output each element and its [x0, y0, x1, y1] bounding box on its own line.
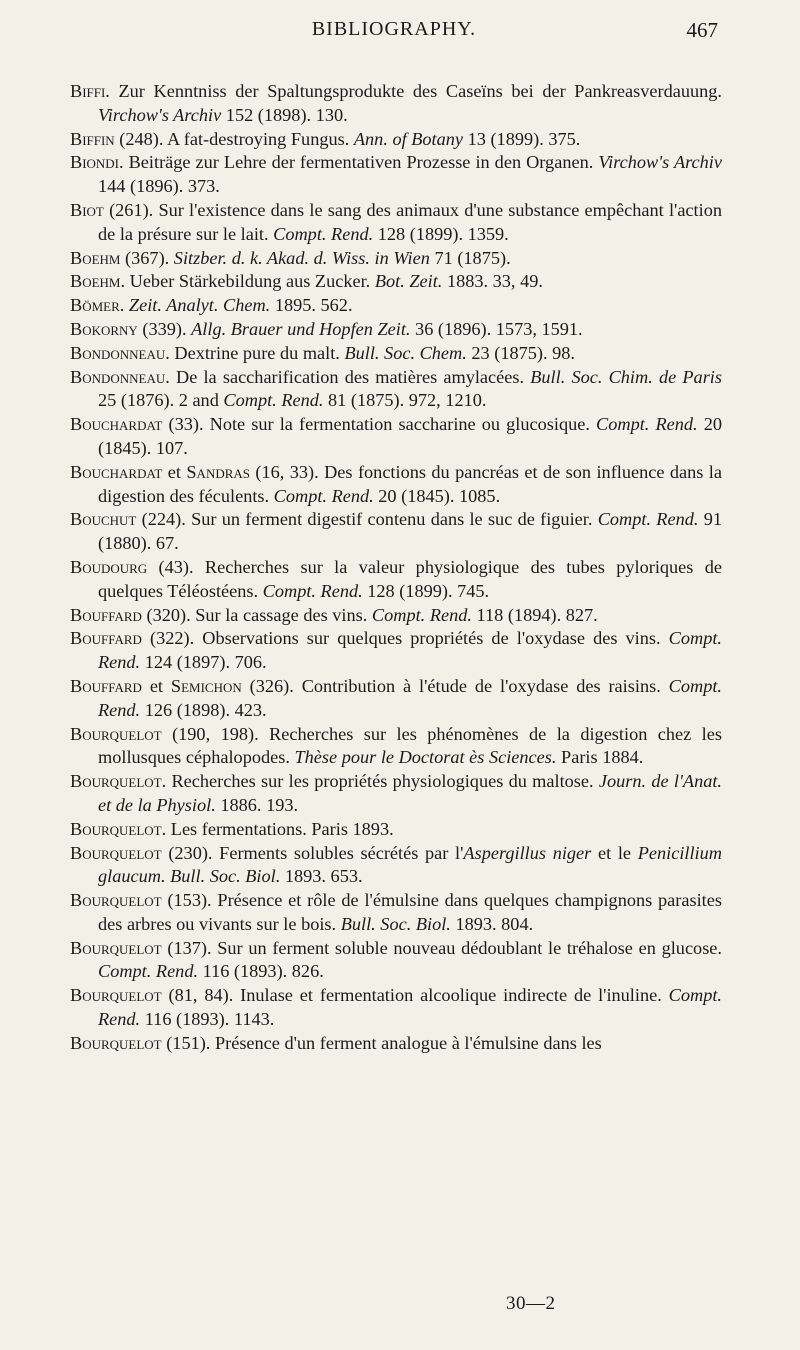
- italic-text: Compt. Rend.: [98, 961, 199, 982]
- entry-text: 1895. 562.: [270, 295, 353, 316]
- bibliography-entry: [70, 151, 722, 199]
- entry-text: 116 (1893). 826.: [198, 961, 324, 982]
- author-name: Bourquelot: [70, 985, 162, 1006]
- author-name: Bourquelot.: [70, 771, 167, 792]
- entry-text: 124 (1897). 706.: [140, 652, 267, 673]
- entry-text: (190, 198). Recherches sur les phénomènes de la digestion chez les mollusques céphalopodes.: [98, 723, 722, 768]
- entry-text: 128 (1899). 1359.: [373, 223, 509, 244]
- italic-text: Virchow's Archiv: [98, 104, 222, 125]
- author-name: Bokorny: [70, 318, 138, 339]
- entry-text: 152 (1898). 130.: [221, 104, 348, 125]
- author-name: Boudourg: [70, 556, 148, 577]
- author-name: Bourquelot.: [70, 818, 167, 839]
- entry-text: (224). Sur un ferment digestif contenu dans le suc de figuier.: [136, 509, 598, 530]
- author-name: Bouchardat: [70, 414, 163, 435]
- italic-text: Virchow's Archiv: [598, 152, 722, 173]
- entry-text: (230). Ferments solubles sécrétés par l': [161, 842, 464, 863]
- author-name: Bouffard: [70, 604, 142, 625]
- bibliography-entry: [70, 508, 722, 556]
- italic-text: Bull. Soc. Chem.: [344, 342, 467, 363]
- author-name: Boehm.: [70, 271, 126, 292]
- italic-text: Sitzber. d. k. Akad. d. Wiss. in Wien: [173, 247, 430, 268]
- author-name: Bondonneau.: [70, 342, 170, 363]
- entry-text: Les fermentations. Paris 1893.: [166, 818, 394, 839]
- author-name: Bourquelot: [70, 842, 162, 863]
- entry-text: 1886. 193.: [215, 794, 299, 815]
- entry-text: 128 (1899). 745.: [362, 580, 490, 601]
- entry-text: 118 (1894). 827.: [471, 604, 598, 625]
- italic-text: Zeit. Analyt. Chem.: [128, 295, 271, 316]
- entry-text: (248). A fat-destroying Fungus.: [114, 128, 354, 149]
- entry-text: (261). Sur l'existence dans le sang des animaux d'une substance empêchant l'action de la présure sur le lait.: [98, 199, 722, 244]
- bibliography-entry: [70, 413, 722, 461]
- entry-text: 20 (1845). 1085.: [373, 485, 501, 506]
- bibliography-entry: [70, 675, 722, 723]
- bibliography-entry: [70, 770, 722, 818]
- bibliography-entry: [70, 627, 722, 675]
- entry-text: 126 (1898). 423.: [140, 699, 267, 720]
- entry-text: (153). Présence et rôle de l'émulsine dans quelques champignons parasites des arbres ou vivants sur le bois.: [98, 890, 722, 934]
- signature-mark: 30—2: [506, 1293, 556, 1314]
- bibliography-entry: [70, 723, 722, 771]
- entry-text: Beiträge zur Lehre der fermentativen Prozesse in den Organen.: [123, 152, 599, 173]
- page-header: [70, 18, 718, 48]
- italic-text: Compt. Rend.: [98, 675, 722, 720]
- author-name: Bouchut: [70, 509, 137, 530]
- italic-text: Compt. Rend.: [597, 509, 699, 530]
- author-name: Bourquelot: [70, 723, 162, 744]
- bibliography-entry: [70, 342, 722, 366]
- bibliography-entry: [70, 318, 722, 342]
- entry-text: Ueber Stärkebildung aus Zucker.: [125, 271, 375, 292]
- author-name: Biondi.: [70, 152, 124, 173]
- entry-text: et: [141, 675, 171, 696]
- entry-text: Paris 1884.: [556, 747, 644, 768]
- author-name: Bouchardat: [70, 461, 163, 482]
- bibliography-entry: [70, 128, 722, 152]
- author-name: Bouffard: [70, 628, 142, 649]
- bibliography-entry: [70, 818, 722, 842]
- entry-text: 81 (1875). 972, 1210.: [323, 390, 487, 411]
- italic-text: Ann. of Botany: [353, 128, 464, 149]
- entry-text: (322). Observations sur quelques propriétés de l'oxydase des vins.: [141, 628, 669, 649]
- entry-text: 1893. 653.: [280, 866, 363, 887]
- bibliography-entry: [70, 937, 722, 985]
- bibliography-entry: [70, 294, 722, 318]
- italic-text: Compt. Rend.: [223, 390, 324, 411]
- entry-text: (81, 84). Inulase et fermentation alcoolique indirecte de l'inuline.: [161, 985, 669, 1006]
- author-name: Biffin: [70, 128, 115, 149]
- bibliography-entry: [70, 270, 722, 294]
- entry-text: 1893. 804.: [450, 913, 534, 934]
- entry-text: 144 (1896). 373.: [98, 176, 220, 197]
- italic-text: Compt. Rend.: [98, 628, 722, 673]
- italic-text: Compt. Rend.: [262, 580, 363, 601]
- author-name: Sandras: [186, 461, 251, 482]
- bibliography-entry: [70, 366, 722, 414]
- italic-text: Compt. Rend.: [273, 223, 374, 244]
- author-name: Semichon: [170, 675, 242, 696]
- author-name: Bourquelot: [70, 937, 162, 958]
- entry-text: 1883. 33, 49.: [442, 271, 543, 292]
- entry-text: Recherches sur les propriétés physiologiques du maltose.: [166, 771, 599, 792]
- entry-text: Zur Kenntniss der Spaltungsprodukte des Caseïns bei der Pankreasverdauung.: [109, 81, 722, 101]
- entry-text: Dextrine pure du malt.: [169, 342, 345, 363]
- entry-text: (16, 33). Des fonctions du pancréas et de son influence dans la digestion des féculents.: [98, 461, 723, 506]
- entry-text: 25 (1876). 2 and: [98, 390, 224, 411]
- bibliography-list: [70, 80, 722, 1056]
- entry-text: (367).: [120, 247, 174, 268]
- bibliography-entry: [70, 247, 722, 271]
- author-name: Bondonneau.: [70, 366, 170, 387]
- italic-text: Penicillium glaucum. Bull. Soc. Biol.: [98, 842, 722, 887]
- entry-text: 13 (1899). 375.: [463, 128, 581, 149]
- italic-text: Compt. Rend.: [273, 485, 374, 506]
- entry-text: (137). Sur un ferment soluble nouveau dédoublant le tréhalose en glucose.: [161, 937, 722, 958]
- author-name: Bourquelot: [70, 1032, 162, 1053]
- author-name: Bouffard: [70, 675, 142, 696]
- bibliography-entry: [70, 889, 722, 937]
- author-name: Biot: [70, 199, 104, 220]
- bibliography-entry: [70, 199, 722, 247]
- page-number: 467: [686, 18, 718, 42]
- italic-text: Thèse pour le Doctorat ès Sciences.: [294, 747, 557, 768]
- entry-text: (320). Sur la cassage des vins.: [141, 604, 372, 625]
- author-name: Bömer.: [70, 295, 125, 316]
- entry-text: et le: [591, 842, 638, 863]
- entry-text: (33). Note sur la fermentation saccharine ou glucosique.: [162, 414, 597, 435]
- entry-text: 20 (1845). 107.: [98, 414, 722, 458]
- bibliography-entry: [70, 80, 722, 128]
- entry-text: et: [162, 461, 187, 482]
- author-name: Bourquelot: [70, 890, 162, 911]
- entry-text: 116 (1893). 1143.: [140, 1009, 275, 1030]
- italic-text: Journ. de l'Anat. et de la Physiol.: [98, 771, 722, 815]
- italic-text: Bull. Soc. Chim. de Paris: [530, 366, 723, 387]
- entry-text: 23 (1875). 98.: [466, 342, 575, 363]
- running-head: BIBLIOGRAPHY.: [311, 18, 477, 40]
- entry-text: 91 (1880). 67.: [98, 509, 723, 554]
- entry-text: De la saccharification des matières amylacées.: [169, 366, 531, 387]
- bibliography-entry: [70, 842, 722, 890]
- author-name: Boehm: [70, 247, 121, 268]
- entry-text: 71 (1875).: [429, 247, 511, 268]
- italic-text: Aspergillus niger: [463, 842, 592, 863]
- italic-text: Compt. Rend.: [98, 985, 722, 1030]
- entry-text: (326). Contribution à l'étude de l'oxydase des raisins.: [241, 675, 669, 696]
- bibliography-entry: [70, 604, 722, 628]
- entry-text: (151). Présence d'un ferment analogue à l'émulsine dans les: [161, 1032, 602, 1053]
- italic-text: Compt. Rend.: [371, 604, 472, 625]
- entry-text: (339).: [137, 318, 192, 339]
- bibliography-entry: [70, 461, 722, 509]
- entry-text: 36 (1896). 1573, 1591.: [410, 318, 583, 339]
- italic-text: Allg. Brauer und Hopfen Zeit.: [191, 318, 411, 339]
- italic-text: Bot. Zeit.: [374, 271, 443, 292]
- entry-text: (43). Recherches sur la valeur physiologique des tubes pyloriques de quelques Téléostéens.: [98, 556, 722, 601]
- bibliography-entry: [70, 1032, 722, 1056]
- bibliography-entry: [70, 556, 722, 604]
- italic-text: Compt. Rend.: [596, 414, 698, 435]
- author-name: Biffi.: [70, 81, 110, 101]
- bibliography-entry: [70, 984, 722, 1032]
- italic-text: Bull. Soc. Biol.: [340, 913, 451, 934]
